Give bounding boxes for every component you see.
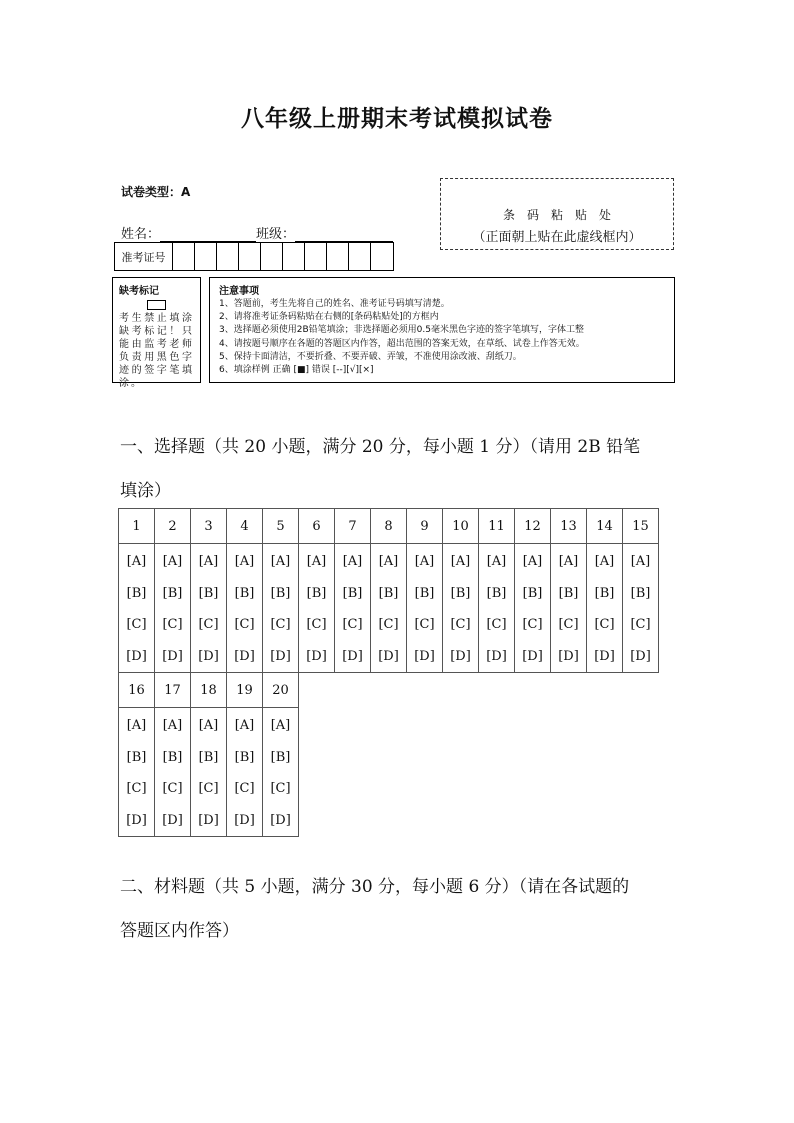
- exam-id-cell[interactable]: [283, 243, 305, 270]
- notice-item: 1、答题前，考生先将自己的姓名、准考证号码填写清楚。: [219, 299, 450, 309]
- answer-options: [371, 544, 407, 673]
- answer-bubble[interactable]: [B]: [630, 585, 651, 601]
- answer-bubble[interactable]: [A]: [198, 718, 219, 733]
- exam-id-cell[interactable]: [349, 243, 371, 270]
- answer-bubble[interactable]: [C]: [486, 617, 507, 632]
- answer-bubble[interactable]: [A]: [198, 554, 219, 569]
- answer-bubble[interactable]: [D]: [126, 812, 147, 828]
- absent-mark-box: [112, 277, 201, 389]
- answer-bubble[interactable]: [C]: [558, 617, 579, 632]
- class-label: 班级：: [256, 227, 296, 242]
- exam-id-cell[interactable]: [217, 243, 239, 270]
- answer-bubble[interactable]: [A]: [306, 554, 327, 569]
- answer-options: [191, 708, 227, 837]
- answer-bubble[interactable]: [C]: [414, 617, 435, 632]
- answer-bubble[interactable]: [C]: [162, 781, 183, 796]
- answer-options: [263, 708, 299, 837]
- answer-bubble[interactable]: [B]: [450, 585, 471, 601]
- notice-item: 2、请将准考证条码粘贴在右侧的[条码粘贴处]的方框内: [219, 312, 439, 323]
- answer-bubble[interactable]: [C]: [162, 617, 183, 632]
- question-number: 14: [587, 509, 623, 544]
- answer-bubble[interactable]: [D]: [162, 648, 183, 664]
- answer-bubble[interactable]: [D]: [234, 648, 255, 664]
- answer-bubble[interactable]: [B]: [270, 749, 291, 765]
- exam-id-cell[interactable]: [195, 243, 217, 270]
- answer-bubble[interactable]: [D]: [414, 648, 435, 664]
- answer-bubble[interactable]: [A]: [126, 554, 147, 569]
- choice-grid-2: [118, 672, 299, 837]
- answer-bubble[interactable]: [D]: [342, 648, 363, 664]
- answer-options: [227, 544, 263, 673]
- answer-options: [623, 544, 659, 673]
- answer-bubble[interactable]: [A]: [234, 554, 255, 569]
- exam-id-cell[interactable]: [371, 243, 393, 270]
- answer-options: [263, 544, 299, 673]
- barcode-note: （正面朝上贴在此虚线框内）: [472, 230, 642, 245]
- name-field[interactable]: [160, 227, 256, 242]
- answer-bubble[interactable]: [B]: [558, 585, 579, 601]
- answer-bubble[interactable]: [D]: [306, 648, 327, 664]
- answer-bubble[interactable]: [B]: [162, 585, 183, 601]
- answer-bubble[interactable]: [B]: [198, 585, 219, 601]
- answer-bubble[interactable]: [A]: [342, 554, 363, 569]
- answer-bubble[interactable]: [C]: [450, 617, 471, 632]
- answer-bubble[interactable]: [A]: [594, 554, 615, 569]
- answer-options: [515, 544, 551, 673]
- section2-heading: [120, 865, 676, 953]
- answer-bubble[interactable]: [A]: [522, 554, 543, 569]
- answer-bubble[interactable]: [D]: [558, 648, 579, 664]
- answer-bubble[interactable]: [C]: [234, 781, 255, 796]
- exam-id-cell[interactable]: [305, 243, 327, 270]
- question-number: 6: [299, 509, 335, 544]
- question-number: 11: [479, 509, 515, 544]
- question-number: 19: [227, 673, 263, 708]
- answer-bubble[interactable]: [D]: [162, 812, 183, 828]
- answer-bubble[interactable]: [C]: [270, 617, 291, 632]
- exam-id-cell[interactable]: [239, 243, 261, 270]
- question-number: 8: [371, 509, 407, 544]
- question-number: 9: [407, 509, 443, 544]
- answer-bubble[interactable]: [C]: [198, 617, 219, 632]
- page-title: 八年级上册期末考试模拟试卷: [241, 105, 553, 132]
- answer-bubble[interactable]: [B]: [198, 749, 219, 765]
- answer-bubble[interactable]: [C]: [126, 781, 147, 796]
- notice-item: 6、填涂样例 正确 [■] 错误 [--][√][×]: [219, 365, 374, 376]
- answer-bubble[interactable]: [A]: [486, 554, 507, 569]
- answer-options: [155, 708, 191, 837]
- section2-heading-line1: 二、材料题（共 5 小题，满分 30 分，每小题 6 分）（请在各试题的: [120, 877, 630, 897]
- answer-options: [119, 544, 155, 673]
- answer-bubble[interactable]: [C]: [198, 781, 219, 796]
- answer-bubble[interactable]: [B]: [306, 585, 327, 601]
- answer-bubble[interactable]: [C]: [378, 617, 399, 632]
- answer-options: [335, 544, 371, 673]
- answer-options: [191, 544, 227, 673]
- answer-bubble[interactable]: [A]: [270, 718, 291, 733]
- answer-bubble[interactable]: [C]: [342, 617, 363, 632]
- answer-options: [299, 544, 335, 673]
- question-number: 5: [263, 509, 299, 544]
- answer-bubble[interactable]: [A]: [450, 554, 471, 569]
- answer-bubble[interactable]: [C]: [234, 617, 255, 632]
- choice-grid-1: [118, 508, 659, 673]
- answer-bubble[interactable]: [A]: [162, 554, 183, 569]
- answer-bubble[interactable]: [D]: [630, 648, 651, 664]
- notice-item: 5、保持卡面清洁，不要折叠、不要弄破、弄皱，不准使用涂改液、刮纸刀。: [219, 351, 522, 362]
- absent-instructions: 考生禁止填涂缺考标记！只能由监考老师负责用黑色字迹的签字笔填涂。: [119, 313, 194, 389]
- notice-item: 4、请按题号顺序在各题的答题区内作答，超出范围的答案无效，在草纸、试卷上作答无效。: [219, 338, 585, 349]
- question-number: 1: [119, 509, 155, 544]
- answer-options: [443, 544, 479, 673]
- class-field[interactable]: [295, 227, 393, 242]
- exam-id-cell[interactable]: [173, 243, 195, 270]
- answer-bubble[interactable]: [C]: [594, 617, 615, 632]
- answer-bubble[interactable]: [B]: [486, 585, 507, 601]
- answer-bubble[interactable]: [A]: [126, 718, 147, 733]
- section2-heading-line2: 答题区内作答）: [120, 921, 239, 941]
- question-number: 17: [155, 673, 191, 708]
- question-number: 10: [443, 509, 479, 544]
- answer-options: [227, 708, 263, 837]
- answer-bubble[interactable]: [D]: [378, 648, 399, 664]
- answer-bubble[interactable]: [B]: [126, 585, 147, 601]
- barcode-area: [440, 178, 674, 250]
- exam-id-row: [114, 242, 394, 271]
- barcode-title: 条码粘贴处: [502, 208, 623, 222]
- answer-bubble[interactable]: [A]: [378, 554, 399, 569]
- answer-options: [551, 544, 587, 673]
- question-number: 2: [155, 509, 191, 544]
- question-number: 7: [335, 509, 371, 544]
- answer-bubble[interactable]: [A]: [162, 718, 183, 733]
- question-number: 3: [191, 509, 227, 544]
- answer-bubble[interactable]: [B]: [378, 585, 399, 601]
- answer-bubble[interactable]: [A]: [558, 554, 579, 569]
- question-number: 13: [551, 509, 587, 544]
- answer-options: [155, 544, 191, 673]
- name-class-row: [121, 223, 393, 242]
- answer-options: [587, 544, 623, 673]
- answer-bubble[interactable]: [A]: [630, 554, 651, 569]
- answer-bubble[interactable]: [B]: [270, 585, 291, 601]
- answer-bubble[interactable]: [C]: [630, 617, 651, 632]
- section1-heading: [120, 425, 676, 513]
- answer-bubble[interactable]: [B]: [234, 585, 255, 601]
- name-label: 姓名：: [121, 227, 161, 242]
- answer-bubble[interactable]: [C]: [270, 781, 291, 796]
- answer-options: [119, 708, 155, 837]
- answer-bubble[interactable]: [C]: [126, 617, 147, 632]
- paper-type: 试卷类型：A: [121, 185, 191, 199]
- question-number: 12: [515, 509, 551, 544]
- answer-bubble[interactable]: [D]: [486, 648, 507, 664]
- answer-bubble[interactable]: [B]: [594, 585, 615, 601]
- answer-bubble[interactable]: [B]: [126, 749, 147, 765]
- answer-bubble[interactable]: [D]: [234, 812, 255, 828]
- answer-bubble[interactable]: [C]: [306, 617, 327, 632]
- absent-title: 缺考标记: [119, 286, 159, 297]
- answer-options: [479, 544, 515, 673]
- answer-bubble[interactable]: [D]: [198, 648, 219, 664]
- answer-bubble[interactable]: [D]: [450, 648, 471, 664]
- exam-id-cell[interactable]: [327, 243, 349, 270]
- question-number: 4: [227, 509, 263, 544]
- answer-bubble[interactable]: [A]: [234, 718, 255, 733]
- answer-options: [407, 544, 443, 673]
- question-number: 20: [263, 673, 299, 708]
- answer-bubble[interactable]: [B]: [342, 585, 363, 601]
- answer-bubble[interactable]: [B]: [234, 749, 255, 765]
- answer-bubble[interactable]: [B]: [414, 585, 435, 601]
- answer-bubble[interactable]: [D]: [522, 648, 543, 664]
- answer-bubble[interactable]: [D]: [270, 812, 291, 828]
- answer-bubble[interactable]: [A]: [414, 554, 435, 569]
- section1-heading-line2: 填涂）: [120, 481, 171, 501]
- section1-heading-line1: 一、选择题（共 20 小题，满分 20 分，每小题 1 分）（请用 2B 铅笔: [120, 437, 641, 457]
- notice-title: 注意事项: [219, 286, 259, 297]
- answer-bubble[interactable]: [C]: [522, 617, 543, 632]
- question-number: 15: [623, 509, 659, 544]
- answer-bubble[interactable]: [D]: [126, 648, 147, 664]
- answer-bubble[interactable]: [B]: [162, 749, 183, 765]
- question-number: 18: [191, 673, 227, 708]
- notice-item: 3、选择题必须使用2B铅笔填涂；非选择题必须用0.5毫米黑色字迹的签字笔填写，字体工整: [219, 325, 584, 336]
- absent-mark-checkbox[interactable]: [147, 300, 166, 310]
- exam-id-label: 准考证号: [115, 243, 173, 270]
- question-number: 16: [119, 673, 155, 708]
- answer-bubble[interactable]: [B]: [522, 585, 543, 601]
- answer-bubble[interactable]: [D]: [594, 648, 615, 664]
- answer-bubble[interactable]: [A]: [270, 554, 291, 569]
- answer-bubble[interactable]: [D]: [270, 648, 291, 664]
- exam-id-cell[interactable]: [261, 243, 283, 270]
- notice-box: [209, 277, 675, 383]
- answer-bubble[interactable]: [D]: [198, 812, 219, 828]
